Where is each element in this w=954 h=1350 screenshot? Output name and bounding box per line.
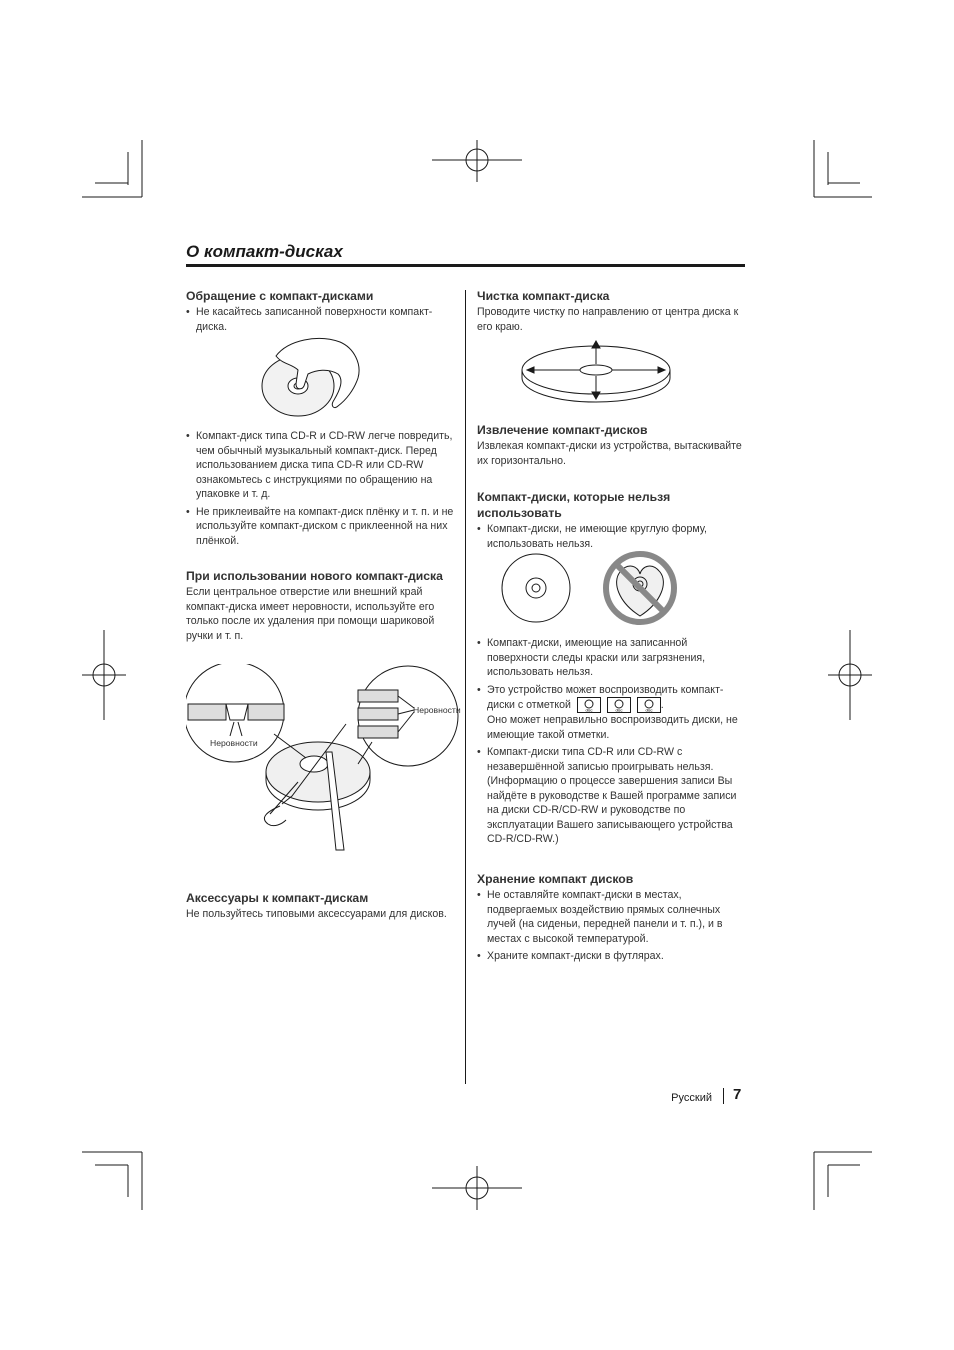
heading-cleaning: Чистка компакт-диска <box>477 289 610 303</box>
section-handling <box>186 288 456 337</box>
compact-disc-logo-icon <box>577 697 601 713</box>
cd-logo-word: disc <box>645 707 653 713</box>
heading-accessories: Аксессуары к компакт-дискам <box>186 891 369 905</box>
label-burrs-right: Неровности <box>413 705 461 715</box>
heading-storage: Хранение компакт дисков <box>477 872 634 886</box>
section-handling-2 <box>186 429 456 551</box>
cd-logo-word: disc <box>585 707 593 713</box>
burr-removal-illustration <box>186 664 464 864</box>
cd-mark-text-a: Это устройство может воспроизводить компакт-диски с отметкой <box>487 683 724 711</box>
cd-mark-text-c: Оно может неправильно воспроизводить диски, не имеющие такой отметки. <box>487 714 738 741</box>
title-rule <box>186 264 745 267</box>
section-accessories <box>186 890 456 922</box>
list-item: • Компакт-диск типа CD-R и CD-RW легче повредить, чем обычный музыкальный компакт-диск. Перед использованием диска типа CD-R или CD-RW ознакомьтесь с инструкциями по обращению на упаковке и т. д. <box>186 429 456 502</box>
list-item: • Не оставляйте компакт-диски в местах, подвергаемых воздействию прямых солнечных лучей (на сиденьи, передней панели и т. п.), и в местах с высокой температурой. <box>477 888 747 946</box>
cd-logo-word: disc <box>615 707 623 713</box>
heading-handling: Обращение с компакт-дисками <box>186 289 374 303</box>
heading-new-disc: При использовании нового компакт-диска <box>186 569 443 583</box>
section-removing <box>477 422 747 468</box>
footer-language: Русский <box>671 1092 712 1104</box>
page-title: О компакт-дисках <box>186 242 343 261</box>
label-burrs-left: Неровности <box>210 738 258 748</box>
column-divider <box>465 290 466 1084</box>
list-item: • Компакт-диски, имеющие на записанной поверхности следы краски или загрязнения, использовать нельзя. <box>477 636 747 680</box>
non-round-disc-illustration <box>500 550 682 630</box>
heading-unusable: Компакт-диски, которые нельзя использовать <box>477 490 671 520</box>
new-disc-text: Если центральное отверстие или внешний край компакт-диска имеет неровности, используйте его только после их удаления при помощи шариковой ручки и т. п. <box>186 586 435 642</box>
section-unusable <box>477 489 747 554</box>
cd-mark-text-b: . <box>660 698 664 711</box>
section-cleaning <box>477 288 747 334</box>
footer-separator <box>723 1088 724 1104</box>
section-unusable-2 <box>477 636 747 850</box>
compact-disc-recordable-logo-icon <box>607 697 631 713</box>
page-number: 7 <box>733 1086 742 1103</box>
list-item: • Не касайтесь записанной поверхности компакт-диска. <box>186 305 456 334</box>
list-item: • Компакт-диски, не имеющие круглую форму, использовать нельзя. <box>477 522 747 551</box>
section-storage <box>477 871 747 967</box>
cleaning-text: Проводите чистку по направлению от центра диска к его краю. <box>477 306 739 333</box>
cleaning-direction-illustration <box>518 338 674 410</box>
list-item-cd-mark <box>477 683 747 743</box>
removing-text: Извлекая компакт-диски из устройства, вытаскивайте их горизонтально. <box>477 440 742 467</box>
list-item: • Храните компакт-диски в футлярах. <box>477 949 747 964</box>
section-new-disc <box>186 568 456 643</box>
compact-disc-rewritable-logo-icon <box>637 697 661 713</box>
hand-touching-disc-illustration <box>258 334 378 424</box>
list-item: • Компакт-диски типа CD-R или CD-RW с незавершённой записью проигрывать нельзя. (Информацию о процессе завершения записи Вы найдёте в руководстве к Вашей программе записи на диски CD-R/CD-RW и руководстве по эксплуатации Вашего записывающего устройства CD-R/CD-RW.) <box>477 745 747 847</box>
list-item: • Не приклеивайте на компакт-диск плёнку и т. п. и не используйте компакт-диском с приклеенной на них плёнкой. <box>186 505 456 549</box>
accessories-text: Не пользуйтесь типовыми аксессуарами для дисков. <box>186 908 447 920</box>
heading-removing: Извлечение компакт-дисков <box>477 423 648 437</box>
